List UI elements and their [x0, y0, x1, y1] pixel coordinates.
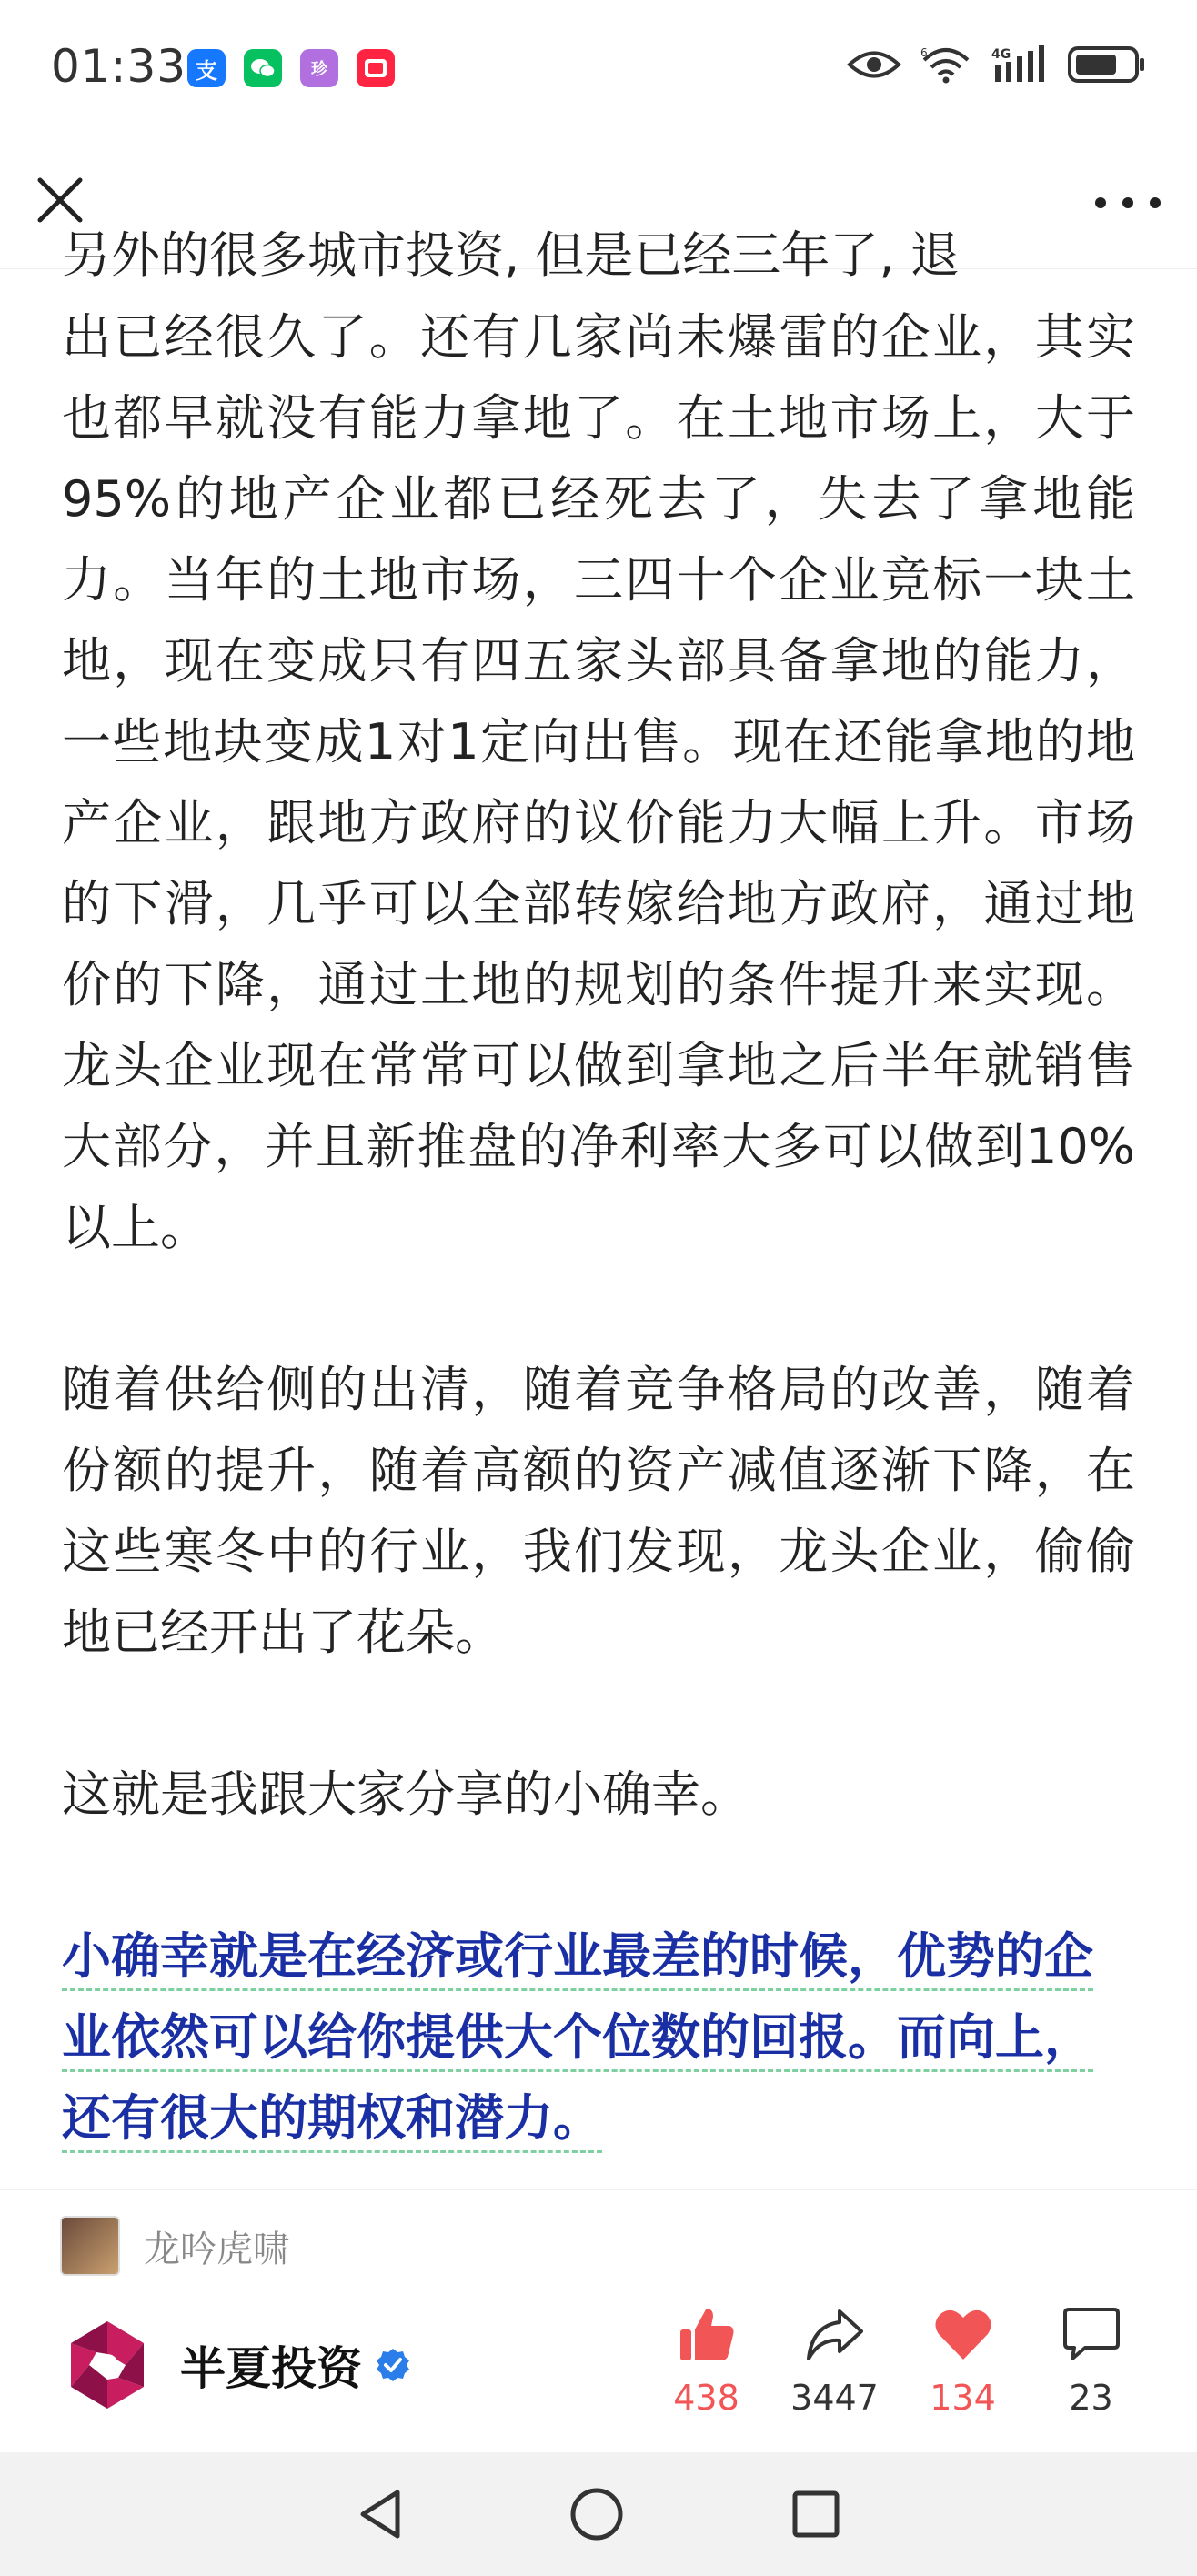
more-dot-icon — [1122, 197, 1133, 208]
status-indicators — [848, 45, 1146, 84]
like-count: 438 — [673, 2378, 739, 2418]
status-bar — [0, 0, 1197, 146]
article-highlight-quote — [62, 1916, 1135, 2158]
article-body — [62, 226, 1135, 2189]
home-button[interactable] — [568, 2486, 625, 2542]
comment-count: 23 — [1069, 2378, 1113, 2418]
svg-text:4G: 4G — [991, 47, 1011, 62]
recents-square-icon — [790, 2489, 841, 2540]
heart-icon — [933, 2307, 993, 2361]
zhenai-icon: 珍 — [300, 49, 338, 87]
wifi-icon — [920, 45, 971, 84]
eye-icon — [848, 49, 900, 80]
xiaohongshu-icon — [357, 49, 395, 87]
comment-button[interactable] — [1027, 2301, 1155, 2418]
author-row[interactable] — [60, 2216, 289, 2276]
article-partial-line: 另外的很多城市投资, 但是已经三年了, 退 — [62, 226, 960, 284]
comment-icon — [1061, 2306, 1122, 2362]
article-paragraph: 出已经很久了。还有几家尚未爆雷的企业，其实也都早就没有能力拿地了。在土地市场上，大于95%的地产企业都已经死去了，失去了拿地能力。当年的土地市场，三四十个企业竞标一块土地，现在变成只有四五家头部具备拿地的能力，一些地块变成1对1定向出售。现在还能拿地的地产企业，跟地方政府的议价能力大幅上升。市场的下滑，几乎可以全部转嫁给地方政府，通过地价的下降，通过土地的规划的条件提升来实现。龙头企业现在常常可以做到拿地之后半年就销售大部分，并且新推盘的净利率大多可以做到10%以上。 — [62, 308, 1135, 1256]
article-paragraph: 随着供给侧的出清，随着竞争格局的改善，随着份额的提升，随着高额的资产减值逐渐下降，在这些寒冬中的行业，我们发现，龙头企业，偷偷地已经开出了花朵。 — [62, 1361, 1135, 1661]
author-name[interactable]: 龙吟虎啸 — [144, 2228, 289, 2270]
alipay-icon: 支 — [187, 49, 226, 87]
battery-icon — [1068, 46, 1146, 83]
thumbs-up-icon — [677, 2304, 737, 2364]
account-logo-icon[interactable] — [60, 2318, 155, 2412]
verified-badge-icon — [375, 2347, 411, 2383]
wechat-icon — [244, 49, 282, 87]
author-avatar[interactable] — [60, 2216, 120, 2276]
account-name[interactable]: 半夏投资 — [180, 2342, 362, 2395]
favorite-count: 134 — [930, 2378, 996, 2418]
like-button[interactable] — [642, 2301, 770, 2418]
highlight-text: 小确幸就是在经济或行业最差的时候，优势的企业依然可以给你提供大个位数的回报。而向上，还有很大的期权和潜力。 — [62, 1927, 1093, 2153]
system-nav-bar — [0, 2452, 1197, 2576]
cellular-signal-icon — [991, 45, 1048, 84]
article-paragraph: 这就是我跟大家分享的小确幸。 — [62, 1766, 749, 1823]
status-time: 01:33 — [51, 40, 187, 93]
back-triangle-icon — [356, 2487, 403, 2541]
favorite-button[interactable] — [899, 2301, 1027, 2418]
recents-button[interactable] — [790, 2489, 841, 2540]
svg-text:6: 6 — [920, 46, 928, 59]
notification-icons — [187, 49, 395, 87]
share-button[interactable] — [770, 2301, 899, 2418]
back-button[interactable] — [356, 2487, 403, 2541]
footer-divider — [0, 2189, 1197, 2190]
more-dot-icon — [1150, 197, 1161, 208]
share-icon — [805, 2306, 865, 2362]
account-row[interactable] — [60, 2318, 411, 2412]
more-options-button[interactable] — [1095, 189, 1161, 216]
share-count: 3447 — [790, 2378, 879, 2418]
action-bar — [642, 2301, 1155, 2418]
more-dot-icon — [1095, 197, 1106, 208]
home-circle-icon — [568, 2486, 625, 2542]
